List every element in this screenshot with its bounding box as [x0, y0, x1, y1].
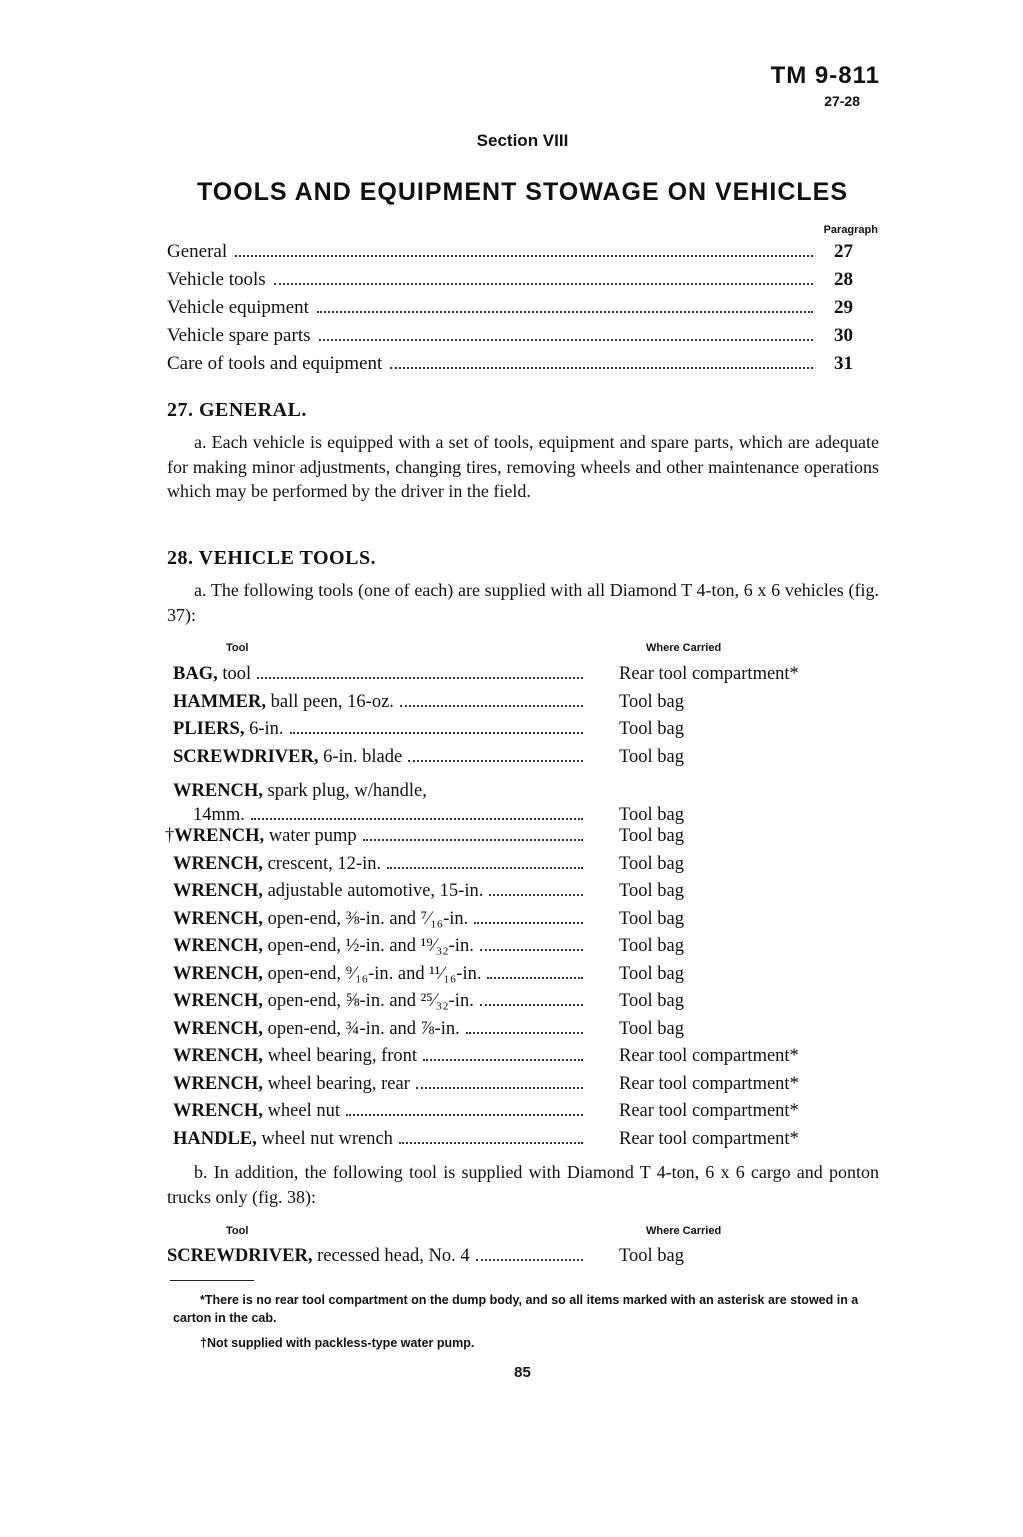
footnote-divider [170, 1280, 254, 1281]
vehicle-tools-paragraph-a: a. The following tools (one of each) are supplied with all Diamond T 4-ton, 6 x 6 vehicles (fig. 37): [167, 580, 879, 625]
table-row [173, 719, 893, 747]
tool-name: WRENCH, [173, 881, 263, 901]
page-title: TOOLS AND EQUIPMENT STOWAGE ON VEHICLES [196, 178, 849, 206]
leader-dots [387, 867, 583, 869]
tool-name: WRENCH, [173, 991, 263, 1011]
tool-location: Tool bag [619, 746, 684, 767]
table-row [173, 964, 893, 992]
tool-description: 6-in. blade [318, 746, 403, 767]
tool-description: recessed head, No. 4 [312, 1246, 470, 1266]
footnote-mark: † [165, 826, 175, 846]
leader-dots [251, 818, 583, 820]
leader-dots [489, 894, 583, 896]
leader-dots [235, 255, 813, 257]
paragraph-column-label: Paragraph [823, 224, 878, 236]
tool-description: open-end, ⅝-in. and ²⁵⁄₃₂-in. [262, 991, 474, 1011]
toc-row [167, 297, 879, 325]
tool-name: WRENCH, [173, 936, 263, 956]
page-range: 27-28 [824, 93, 860, 109]
footnote-dagger: †Not supplied with packless-type water pump. [200, 1336, 475, 1350]
tool-name: WRENCH, [173, 1018, 263, 1039]
table-row [173, 664, 893, 692]
tool-location: Rear tool compartment* [619, 1128, 799, 1149]
toc-label: Vehicle spare parts [167, 325, 311, 346]
section-heading-general: 27. GENERAL. [167, 399, 307, 421]
leader-dots [480, 1004, 583, 1006]
tool-name: WRENCH, [173, 908, 263, 929]
tool-description: wheel nut wrench [256, 1128, 393, 1149]
tool-location: Tool bag [619, 908, 684, 929]
leader-dots [399, 1142, 583, 1144]
column-header-tool: Tool [226, 642, 249, 654]
table-row [173, 1046, 893, 1074]
toc-row [167, 325, 879, 353]
toc-label: Vehicle tools [167, 269, 266, 290]
tool-location: Tool bag [619, 991, 684, 1011]
table-row [167, 1246, 887, 1274]
leader-dots [474, 922, 583, 924]
column-header-where-carried: Where Carried [646, 642, 722, 654]
section-heading-vehicle-tools: 28. VEHICLE TOOLS. [167, 547, 377, 569]
tool-description: tool [217, 664, 252, 684]
tool-description: open-end, ⅜-in. and ⁷⁄₁₆-in. [262, 908, 469, 929]
leader-dots [400, 705, 583, 707]
leader-dots [274, 283, 813, 285]
tool-description: open-end, ½-in. and ¹⁹⁄₃₂-in. [262, 936, 474, 956]
tool-description: open-end, ⁹⁄₁₆-in. and ¹¹⁄₁₆-in. [262, 963, 482, 984]
table-row [173, 1074, 893, 1102]
tool-name: PLIERS, [173, 719, 245, 739]
table-of-contents [167, 241, 879, 381]
table-row [173, 774, 893, 826]
tool-location: Tool bag [619, 691, 684, 712]
column-header-where-carried: Where Carried [646, 1225, 722, 1237]
extra-tools-table [167, 1246, 887, 1274]
table-row [173, 747, 893, 775]
tools-table [165, 664, 893, 1156]
tool-name: WRENCH, [173, 1101, 263, 1121]
leader-dots [423, 1059, 583, 1061]
leader-dots [408, 760, 583, 762]
toc-number: 28 [834, 269, 853, 290]
tool-description: open-end, ¾-in. and ⅞-in. [262, 1018, 460, 1039]
toc-row [167, 241, 879, 269]
leader-dots [476, 1259, 583, 1261]
leader-dots [487, 977, 583, 979]
tool-name: HAMMER, [173, 691, 266, 712]
table-row [173, 1101, 893, 1129]
toc-label: Care of tools and equipment [167, 353, 383, 374]
footnote-asterisk: *There is no rear tool compartment on the dump body, and so all items marked with an asterisk are stowed in a carton in the cab. [173, 1293, 859, 1325]
leader-dots [416, 1087, 583, 1089]
tool-name: SCREWDRIVER, [167, 1246, 313, 1266]
tool-name: SCREWDRIVER, [173, 746, 319, 767]
leader-dots [480, 949, 583, 951]
tool-description: water pump [264, 826, 357, 846]
tool-name: WRENCH, [173, 963, 263, 984]
leader-dots [290, 732, 583, 734]
tool-location: Tool bag [619, 1018, 684, 1039]
tool-description: ball peen, 16-oz. [266, 691, 394, 712]
tool-location: Tool bag [619, 881, 684, 901]
table-row [173, 1019, 893, 1047]
toc-number: 30 [834, 325, 853, 346]
toc-number: 27 [834, 241, 853, 262]
section-label: Section VIII [476, 131, 569, 150]
tool-description: spark plug, w/handle, [262, 781, 427, 801]
leader-dots [466, 1032, 583, 1034]
tool-location: Rear tool compartment* [619, 664, 799, 684]
tool-name: WRENCH, [173, 1073, 263, 1094]
table-row [173, 854, 893, 882]
table-row [165, 826, 893, 854]
vehicle-tools-paragraph-b: b. In addition, the following tool is supplied with Diamond T 4-ton, 6 x 6 cargo and ponton trucks only (fig. 38): [167, 1162, 879, 1207]
leader-dots [257, 677, 583, 679]
tool-location: Tool bag [619, 826, 684, 846]
leader-dots [346, 1114, 583, 1116]
table-row [173, 991, 893, 1019]
tool-name: HANDLE, [173, 1128, 257, 1149]
toc-label: General [167, 241, 228, 262]
toc-row [167, 353, 879, 381]
table-row [173, 936, 893, 964]
tool-description: adjustable automotive, 15-in. [262, 881, 484, 901]
tool-location: Rear tool compartment* [619, 1046, 799, 1066]
column-header-tool: Tool [226, 1225, 249, 1237]
tool-name: WRENCH, [173, 853, 263, 874]
leader-dots [363, 839, 583, 841]
toc-label: Vehicle equipment [167, 297, 309, 318]
general-paragraph-a: a. Each vehicle is equipped with a set of tools, equipment and spare parts, which are adequate for making minor adjustments, changing tires, removing wheels and other maintenance operations which may be performed by the driver in the field. [167, 432, 879, 501]
tool-location: Tool bag [619, 805, 684, 825]
table-row [173, 881, 893, 909]
tool-name: WRENCH, [174, 826, 265, 846]
table-row [173, 909, 893, 937]
tool-name: WRENCH, [173, 781, 263, 801]
tool-location: Tool bag [619, 936, 684, 956]
tool-location: Rear tool compartment* [619, 1101, 799, 1121]
tool-description: wheel nut [262, 1101, 340, 1121]
tool-description: wheel bearing, front [262, 1046, 418, 1066]
leader-dots [319, 339, 814, 341]
tool-name: WRENCH, [173, 1046, 263, 1066]
leader-dots [317, 311, 813, 313]
tool-name: BAG, [173, 664, 218, 684]
tool-description-continued: 14mm. [193, 805, 245, 825]
tool-description: wheel bearing, rear [262, 1073, 410, 1094]
page-number: 85 [514, 1364, 531, 1381]
tool-location: Rear tool compartment* [619, 1073, 799, 1094]
leader-dots [390, 367, 813, 369]
toc-number: 31 [834, 353, 853, 374]
tool-description: crescent, 12-in. [262, 853, 382, 874]
table-row [173, 1129, 893, 1157]
table-row [173, 692, 893, 720]
tool-location: Tool bag [619, 719, 684, 739]
tool-description: 6-in. [244, 719, 284, 739]
tool-location: Tool bag [619, 853, 684, 874]
toc-row [167, 269, 879, 297]
tool-location: Tool bag [619, 1246, 684, 1266]
toc-number: 29 [834, 297, 853, 318]
tm-number: TM 9-811 [770, 62, 880, 89]
tool-location: Tool bag [619, 963, 684, 984]
